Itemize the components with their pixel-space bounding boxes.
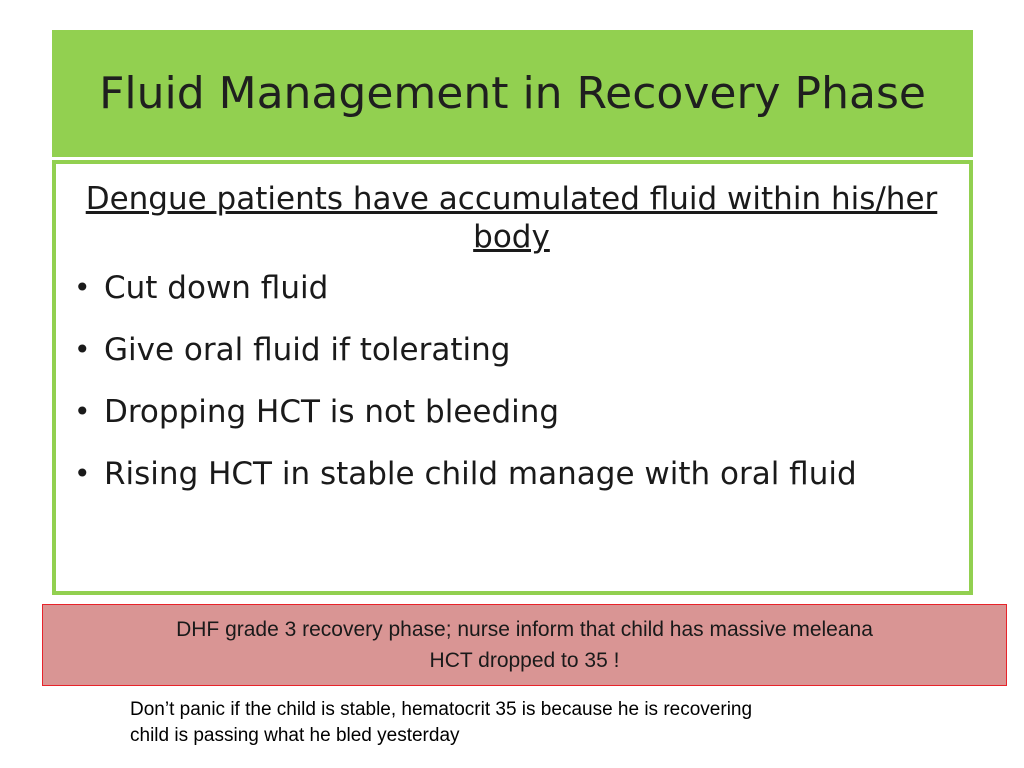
- slide-title: Fluid Management in Recovery Phase: [99, 68, 926, 119]
- note-line-2: child is passing what he bled yesterday: [130, 725, 460, 746]
- bullet-text: Rising HCT in stable child manage with oral fluid: [104, 456, 857, 492]
- bullet-icon: •: [74, 457, 91, 490]
- bullet-text: Cut down fluid: [104, 270, 329, 306]
- case-line-2: HCT dropped to 35 !: [429, 649, 620, 672]
- bullet-text: Give oral fluid if tolerating: [104, 332, 511, 368]
- bullet-item: [74, 454, 949, 494]
- bullet-item: [74, 392, 949, 432]
- content-box: [52, 160, 973, 595]
- title-banner: [52, 30, 973, 157]
- case-text: [176, 614, 873, 676]
- bullet-icon: •: [74, 333, 91, 366]
- slide-subtitle: Dengue patients have accumulated fluid within his/her body: [85, 181, 938, 255]
- bullet-list: [74, 268, 949, 494]
- case-line-1: DHF grade 3 recovery phase; nurse inform that child has massive meleana: [176, 618, 873, 641]
- note-line-1: Don’t panic if the child is stable, hematocrit 35 is because he is recovering: [130, 699, 753, 720]
- case-callout: [42, 604, 1007, 686]
- bullet-item: [74, 268, 949, 308]
- bullet-item: [74, 330, 949, 370]
- bullet-icon: •: [74, 395, 91, 428]
- bullet-text: Dropping HCT is not bleeding: [104, 394, 560, 430]
- bullet-icon: •: [74, 271, 91, 304]
- footnote: [130, 697, 990, 749]
